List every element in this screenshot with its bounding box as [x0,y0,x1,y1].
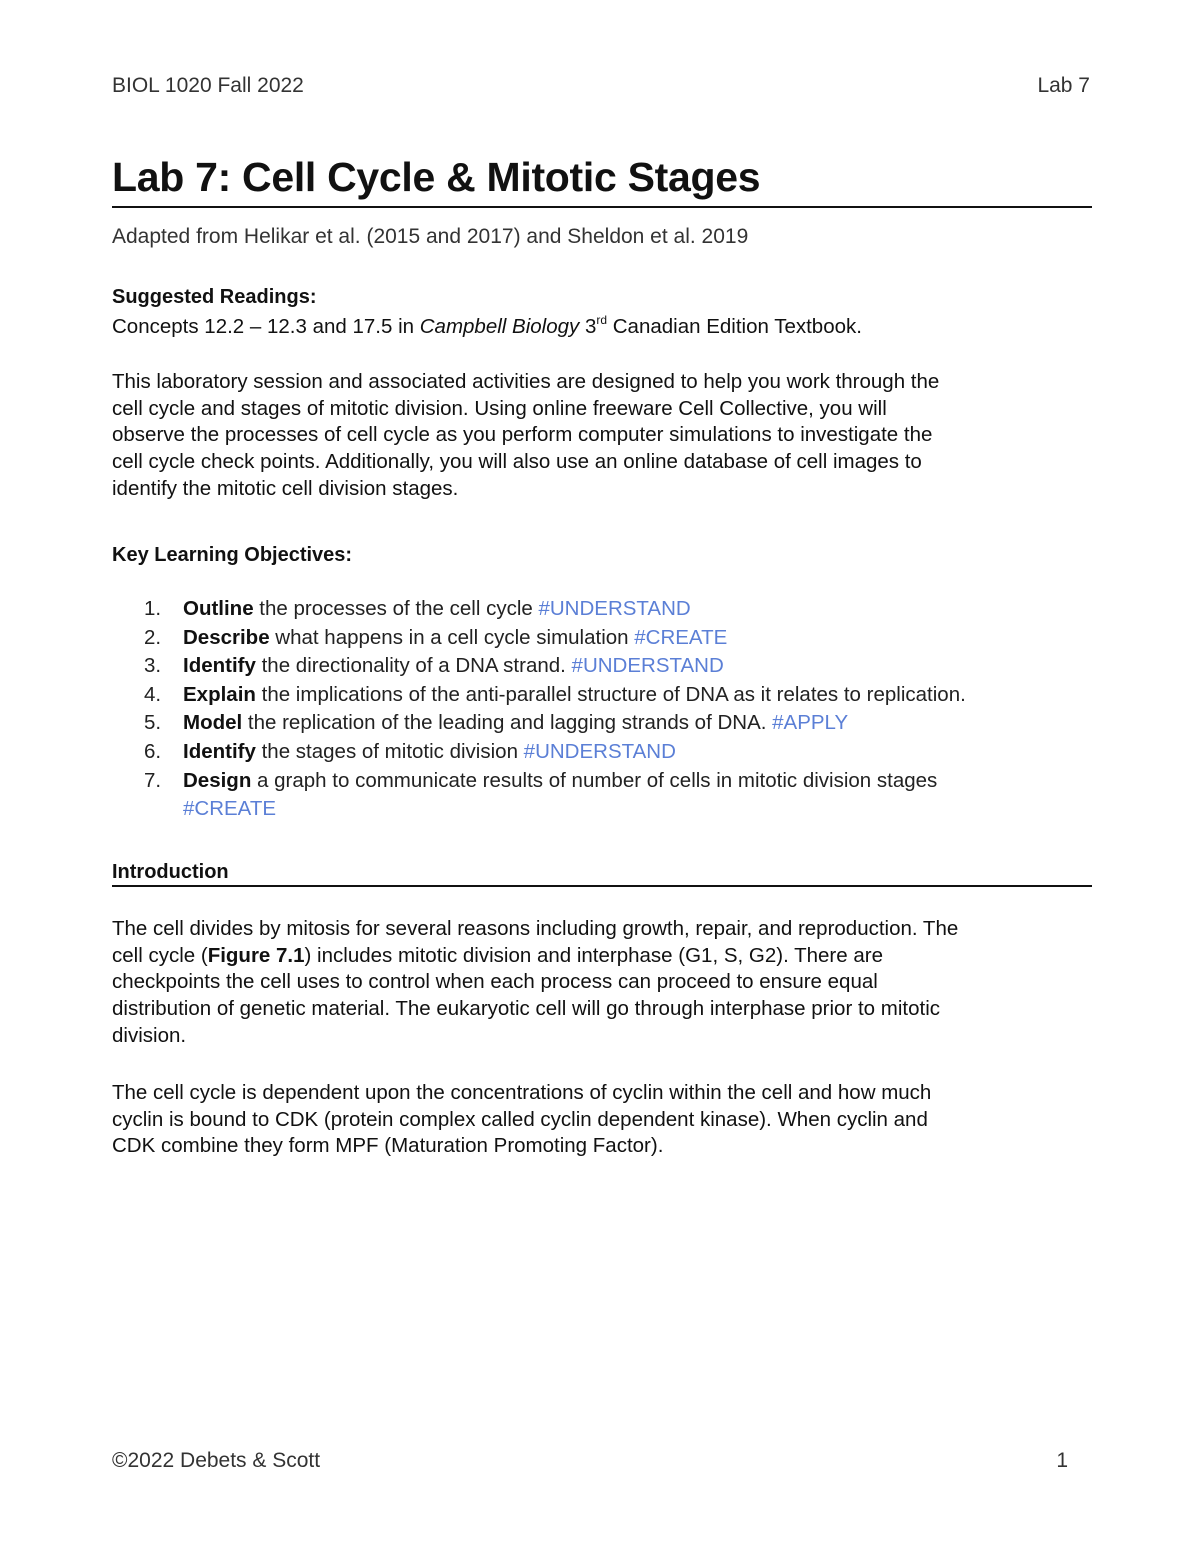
intro-line: cyclin is bound to CDK (protein complex called cyclin dependent kinase). When cyclin and [112,1107,928,1131]
intro-line: distribution of genetic material. The eukaryotic cell will go through interphase prior to mitotic [112,997,940,1021]
list-number: 7. [144,768,162,792]
readings-book-title: Campbell Biology [419,315,580,338]
header-lab: Lab 7 [1037,74,1090,97]
objective-verb: Identify [183,654,256,678]
list-item [112,624,1102,653]
list-item [112,767,1102,824]
list-item [112,595,1102,624]
list-item [112,652,1102,681]
intro-text: ) includes mitotic division and interphase (G1, S, G2). There are [304,943,883,967]
figure-reference: Figure 7.1 [207,943,305,967]
introduction-paragraph-2 [112,1080,1102,1160]
intro-line: division. [112,1023,187,1047]
readings-superscript: rd [596,313,608,327]
objective-text: the implications of the anti-parallel structure of DNA as it relates to replication. [255,682,966,706]
readings-edition-number: 3 [579,315,597,338]
objective-verb: Explain [183,682,256,706]
readings-text-before: Concepts 12.2 – 12.3 and 17.5 in [112,315,420,338]
objective-text: the replication of the leading and lagging strands of DNA. [242,711,773,735]
lab-intro-line: observe the processes of cell cycle as you perform computer simulations to investigate the [112,423,933,447]
objective-text: the stages of mitotic division [255,739,524,763]
header-course: BIOL 1020 Fall 2022 [112,74,304,97]
list-item [112,681,1102,710]
intro-line: CDK combine they form MPF (Maturation Promoting Factor). [112,1134,664,1158]
adapted-from-note: Adapted from Helikar et al. (2015 and 2017) and Sheldon et al. 2019 [112,225,749,248]
list-number: 3. [144,654,162,678]
objective-tag: #CREATE [183,797,277,821]
list-number: 1. [144,597,162,620]
objectives-heading: Key Learning Objectives: [112,544,353,566]
page-title: Lab 7: Cell Cycle & Mitotic Stages [112,154,761,200]
objective-text: the directionality of a DNA strand. [255,654,572,678]
intro-line: The cell divides by mitosis for several reasons including growth, repair, and reproduction. The [112,917,959,940]
footer-copyright: ©2022 Debets & Scott [112,1449,321,1472]
objective-verb: Model [183,711,243,735]
introduction-paragraph-1 [112,916,1102,1050]
objective-text: a graph to communicate results of number of cells in mitotic division stages [251,768,938,792]
list-number: 5. [144,711,162,735]
lab-intro-line: cell cycle and stages of mitotic division. Using online freeware Cell Collective, you will [112,396,887,420]
objective-verb: Identify [183,739,256,763]
introduction-heading: Introduction [112,861,229,883]
lab-intro-line: cell cycle check points. Additionally, you will also use an online database of cell images to [112,450,922,474]
intro-text: cell cycle ( [112,943,208,967]
objective-tag: #UNDERSTAND [571,654,724,678]
title-divider [112,206,1092,208]
list-number: 2. [144,625,162,649]
objective-tag: #UNDERSTAND [538,597,691,620]
intro-line: The cell cycle is dependent upon the concentrations of cyclin within the cell and how much [112,1081,932,1104]
suggested-readings-text [112,314,1102,341]
objective-tag: #CREATE [634,625,728,649]
page-number: 1 [1056,1449,1068,1472]
lab-intro-paragraph [112,369,1102,503]
objective-verb: Describe [183,625,270,649]
objective-tag: #UNDERSTAND [523,739,676,763]
lab-intro-line: identify the mitotic cell division stages. [112,476,459,500]
list-number: 4. [144,682,162,706]
list-number: 6. [144,739,162,763]
list-item [112,738,1102,767]
list-item [112,709,1102,738]
objective-tag: #APPLY [772,711,849,735]
introduction-divider [112,885,1092,887]
objective-text: what happens in a cell cycle simulation [269,625,635,649]
suggested-readings-heading: Suggested Readings: [112,286,317,308]
objective-verb: Design [183,768,252,792]
readings-text-after: Canadian Edition Textbook. [607,315,862,338]
lab-intro-line: This laboratory session and associated activities are designed to help you work through the [112,370,940,393]
objective-text: the processes of the cell cycle [253,597,539,620]
intro-line: checkpoints the cell uses to control when each process can proceed to ensure equal [112,970,878,994]
intro-line [112,943,1102,970]
objectives-list [112,595,1102,824]
objective-verb: Outline [183,597,254,620]
